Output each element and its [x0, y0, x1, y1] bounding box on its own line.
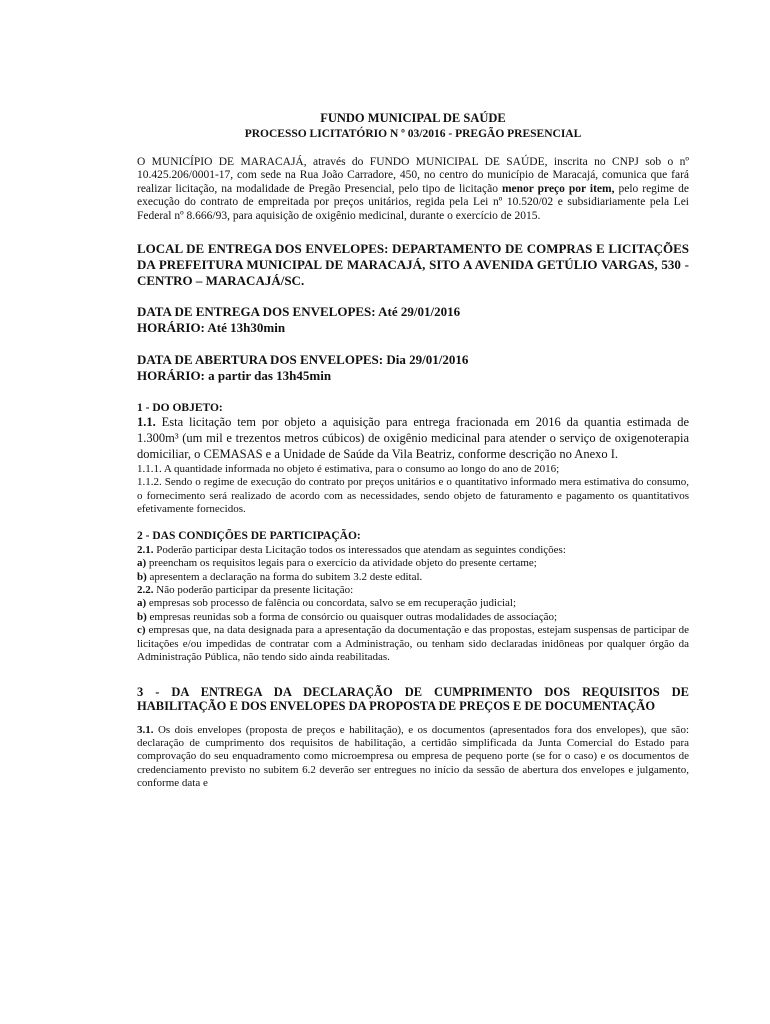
item-2-1-b: [137, 571, 689, 584]
item-1-1: [137, 415, 689, 462]
section-3-heading: 3 - DA ENTREGA DA DECLARAÇÃO DE CUMPRIMENTO DOS REQUISITOS DE HABILITAÇÃO E DOS ENVELOPES DA PROPOSTA DE PREÇOS E DE DOCUMENTAÇÃO: [137, 684, 689, 714]
section-objeto: [137, 402, 689, 516]
item-1-1-text: Esta licitação tem por objeto a aquisição para entrega fracionada em 2016 da quantia estimada de 1.300m³ (um mil e trezentos metros cúbicos) de oxigênio medicinal para atender o serviço de oxigenoterapia domiciliar, o CEMASAS e a Unidade de Saúde da Vila Beatriz, conforme descrição no Anexo I.: [137, 415, 689, 462]
delivery-hour-line: HORÁRIO: Até 13h30min: [137, 320, 286, 336]
section-entrega-declaracao: [137, 685, 689, 791]
item-2-1-a-text: preencham os requisitos legais para o exercício da atividade objeto do presente certame;: [146, 557, 537, 570]
opening-hour-line: HORÁRIO: a partir das 13h45min: [137, 368, 332, 384]
intro-bold: menor preço por item,: [501, 182, 615, 195]
opening-date-line: DATA DE ABERTURA DOS ENVELOPES: Dia 29/01/2016: [137, 352, 469, 368]
item-2-2-b: [137, 611, 689, 624]
delivery-date-block: [137, 304, 689, 336]
item-2-1-b-letter: b): [137, 570, 147, 583]
item-2-1-a-letter: a): [137, 557, 147, 570]
opening-date-block: [137, 352, 689, 384]
item-2-1-b-text: apresentem a declaração na forma do subitem 3.2 deste edital.: [146, 570, 423, 583]
item-2-2-a: [137, 597, 689, 610]
section-2-heading: 2 - DAS CONDIÇÕES DE PARTICIPAÇÃO:: [137, 530, 361, 543]
item-1-1-2: 1.1.2. Sendo o regime de execução do contrato por preços unitários e o quantitativo informado mera estimativa do consumo, o fornecimento será realizado de acordo com as necessidades, sendo objeto de faturamento e pagamento os quantitativos efetivamente fornecidos.: [137, 476, 689, 516]
item-2-1-text: Poderão participar desta Licitação todos os interessados que atendam as seguintes condições:: [153, 543, 566, 556]
item-2-2: [137, 584, 689, 597]
delivery-location: LOCAL DE ENTREGA DOS ENVELOPES: DEPARTAMENTO DE COMPRAS E LICITAÇÕES DA PREFEITURA MUNICIPAL DE MARACAJÁ, SITO A AVENIDA GETÚLIO VARGAS, 530 - CENTRO – MARACAJÁ/SC.: [137, 241, 689, 289]
item-1-1-1: 1.1.1. A quantidade informada no objeto é estimativa, para o consumo ao longo do ano de 2016;: [137, 462, 560, 475]
document-page: [137, 110, 689, 791]
item-2-1-number: 2.1.: [137, 543, 154, 556]
intro-text-2: pelo regime de execução do contrato de empreitada por preços unitários, regida pela Lei nº 10.520/02 e subsidiariamente pela Lei Federal nº 8.666/93, para aquisição de oxigênio medicinal, durante o exercício de 2015.: [137, 182, 689, 222]
item-2-2-number: 2.2.: [137, 584, 154, 597]
item-2-1-a: [137, 557, 689, 570]
document-title: FUNDO MUNICIPAL DE SAÚDE: [320, 111, 506, 125]
item-2-2-b-letter: b): [137, 610, 147, 623]
section-1-heading: 1 - DO OBJETO:: [137, 402, 223, 415]
item-2-2-b-text: empresas reunidas sob a forma de consórcio ou quaisquer outras modalidades de associação;: [146, 610, 558, 623]
item-2-2-c: [137, 624, 689, 664]
item-2-2-text: Não poderão participar da presente licitação:: [153, 584, 354, 597]
intro-text-1: O MUNICÍPIO DE MARACAJÁ, através do FUNDO MUNICIPAL DE SAÚDE, inscrita no CNPJ sob o nº 10.425.206/0001-17, com sede na Rua João Carradore, 450, no centro do município de Maracajá, comunica que fará realizar licitação, na modalidade de Pregão Presencial, pelo tipo de licitação: [137, 156, 689, 195]
item-2-2-c-text: empresas que, na data designada para a apresentação da documentação e das propostas, estejam suspensas de participar de licitações e/ou impedidas de contratar com a Administração, ou tenham sido declaradas inidôneas por qualquer órgão da Administração Pública, não tendo sido ainda reabilitadas.: [137, 624, 689, 664]
item-1-1-number: 1.1.: [137, 415, 156, 430]
intro-paragraph: [137, 156, 689, 223]
item-3-1: [137, 724, 689, 791]
item-2-2-a-letter: a): [137, 597, 147, 610]
item-3-1-number: 3.1.: [137, 723, 154, 736]
document-subtitle: PROCESSO LICITATÓRIO N º 03/2016 - PREGÃO PRESENCIAL: [244, 128, 582, 140]
section-participacao: [137, 530, 689, 664]
item-2-2-a-text: empresas sob processo de falência ou concordata, salvo se em recuperação judicial;: [146, 597, 517, 610]
item-2-1: [137, 544, 689, 557]
delivery-date-line: DATA DE ENTREGA DOS ENVELOPES: Até 29/01/2016: [137, 304, 461, 320]
item-3-1-text: Os dois envelopes (proposta de preços e habilitação), e os documentos (apresentados fora dos envelopes), que são: declaração de cumprimento dos requisitos de habilitação, a certidão simplificada da Junta Comercial do Estado para comprovação do seu enquadramento como microempresa ou empresa de pequeno porte (se for o caso) e os documentos de credenciamento previsto no subitem 6.2 deverão ser entregues no início da sessão de abertura dos envelopes e julgamento, conforme data e: [137, 723, 689, 790]
item-2-2-c-letter: c): [137, 624, 146, 637]
